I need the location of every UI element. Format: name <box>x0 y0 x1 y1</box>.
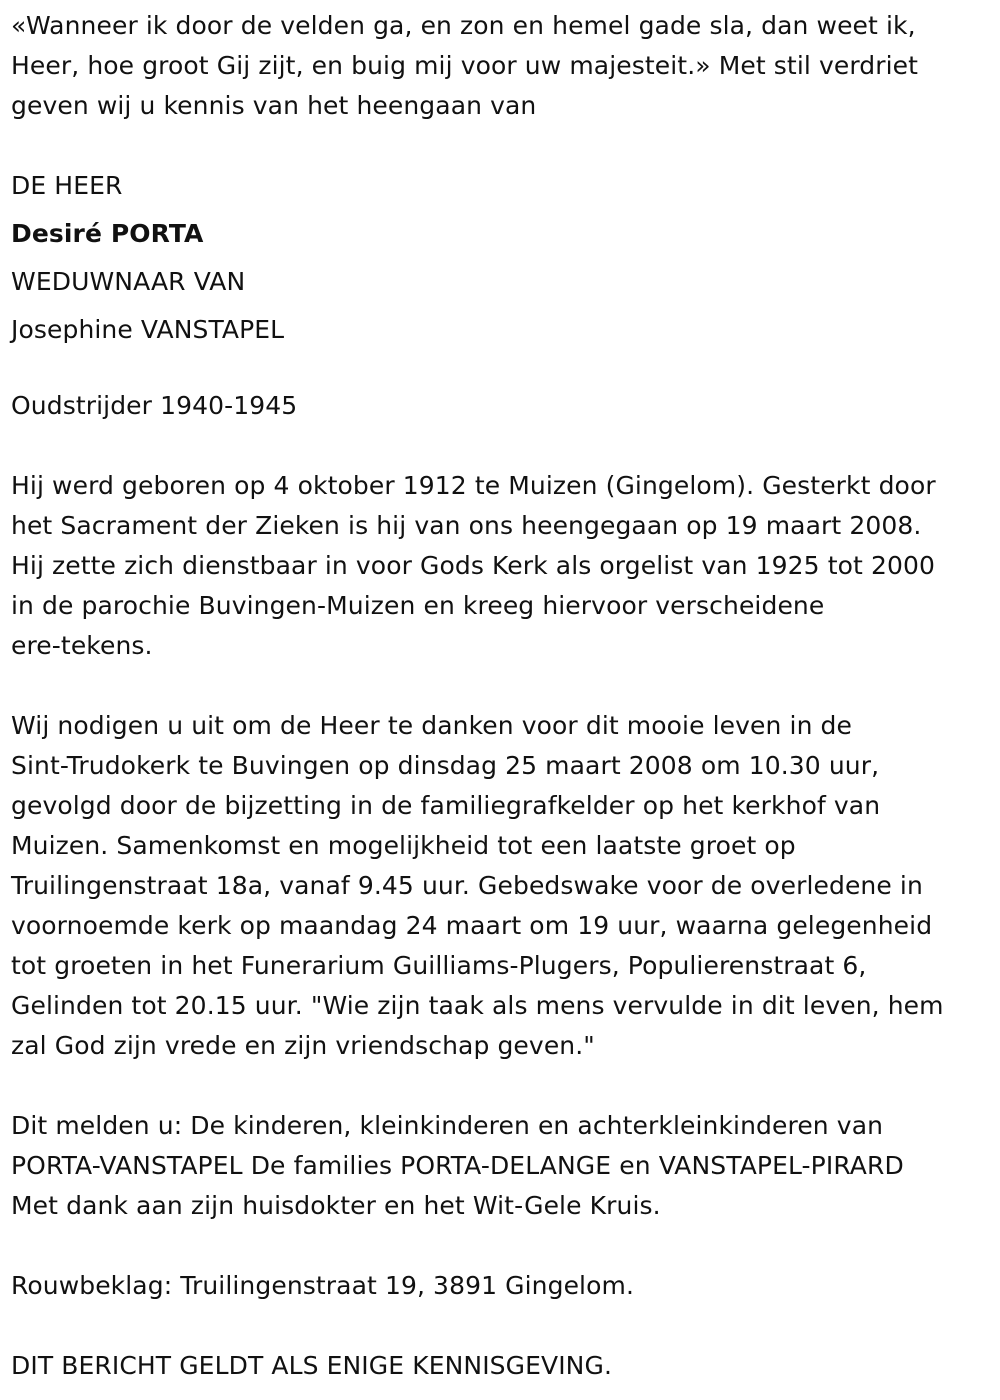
spacer <box>11 426 995 466</box>
service-line: voornoemde kerk op maandag 24 maart om 19 uur, waarna gelegenheid <box>11 911 933 940</box>
spacer <box>11 666 995 706</box>
intro-line: geven wij u kennis van het heengaan van <box>11 91 537 120</box>
service-line: Sint-Trudokerk te Buvingen op dinsdag 25 maart 2008 om 10.30 uur, <box>11 751 880 780</box>
spacer <box>11 354 995 386</box>
intro-paragraph <box>11 6 995 126</box>
obituary-document <box>11 6 995 1386</box>
service-line: Gelinden tot 20.15 uur. "Wie zijn taak als mens vervulde in dit leven, hem <box>11 991 944 1020</box>
biography-line: Hij werd geboren op 4 oktober 1912 te Muizen (Gingelom). Gesterkt door <box>11 471 936 500</box>
intro-line: Heer, hoe groot Gij zijt, en buig mij voor uw majesteit.» Met stil verdriet <box>11 51 919 80</box>
spacer <box>11 1226 995 1266</box>
biography-line: het Sacrament der Zieken is hij van ons heengegaan op 19 maart 2008. <box>11 511 922 540</box>
deceased-title: DE HEER <box>11 171 123 200</box>
service-line: gevolgd door de bijzetting in de familiegrafkelder op het kerkhof van <box>11 791 881 820</box>
intro-line: «Wanneer ik door de velden ga, en zon en hemel gade sla, dan weet ik, <box>11 11 916 40</box>
spacer <box>11 1306 995 1346</box>
spacer <box>11 1066 995 1106</box>
condolences-paragraph <box>11 1266 995 1306</box>
veteran-line <box>11 386 995 426</box>
announcers-line: PORTA-VANSTAPEL De families PORTA-DELANGE en VANSTAPEL-PIRARD <box>11 1151 904 1180</box>
deceased-block <box>11 166 995 354</box>
biography-line: ere-tekens. <box>11 631 153 660</box>
announcers-line: Dit melden u: De kinderen, kleinkinderen en achterkleinkinderen van <box>11 1111 884 1140</box>
spouse-name: Josephine VANSTAPEL <box>11 315 285 344</box>
service-line: zal God zijn vrede en zijn vriendschap geven." <box>11 1031 595 1060</box>
announcers-line: Met dank aan zijn huisdokter en het Wit-Gele Kruis. <box>11 1191 661 1220</box>
service-paragraph <box>11 706 995 1066</box>
notice-text: DIT BERICHT GELDT ALS ENIGE KENNISGEVING. <box>11 1351 612 1380</box>
service-line: Wij nodigen u uit om de Heer te danken voor dit mooie leven in de <box>11 711 853 740</box>
deceased-relation: WEDUWNAAR VAN <box>11 267 246 296</box>
condolences-text: Rouwbeklag: Truilingenstraat 19, 3891 Gingelom. <box>11 1271 634 1300</box>
service-line: Truilingenstraat 18a, vanaf 9.45 uur. Gebedswake voor de overledene in <box>11 871 923 900</box>
notice-paragraph <box>11 1346 995 1386</box>
biography-paragraph <box>11 466 995 666</box>
service-line: Muizen. Samenkomst en mogelijkheid tot een laatste groet op <box>11 831 796 860</box>
spacer <box>11 126 995 166</box>
biography-line: in de parochie Buvingen-Muizen en kreeg hiervoor verscheidene <box>11 591 825 620</box>
service-line: tot groeten in het Funerarium Guilliams-Plugers, Populierenstraat 6, <box>11 951 867 980</box>
announcers-paragraph <box>11 1106 995 1226</box>
biography-line: Hij zette zich dienstbaar in voor Gods Kerk als orgelist van 1925 tot 2000 <box>11 551 936 580</box>
veteran-text: Oudstrijder 1940-1945 <box>11 391 298 420</box>
deceased-name: Desiré PORTA <box>11 219 204 248</box>
